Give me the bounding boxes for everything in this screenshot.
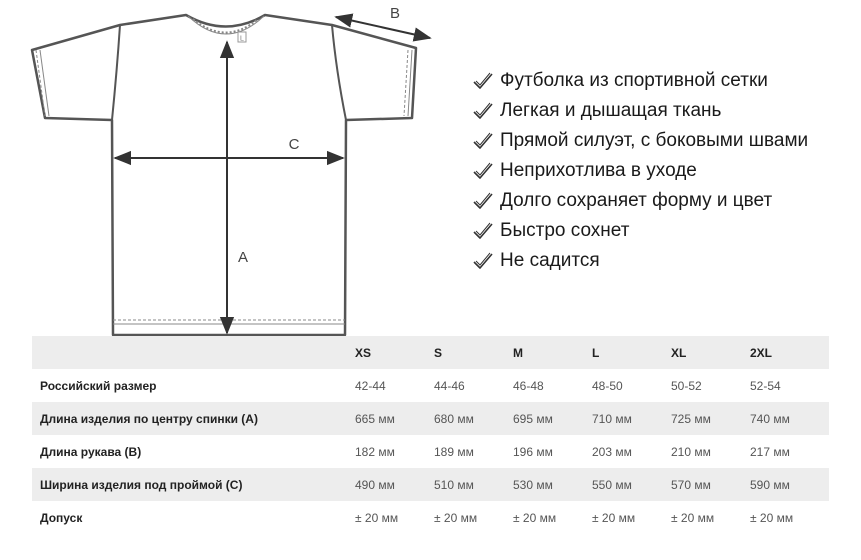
table-cell: 52-54 — [750, 378, 781, 393]
check-icon — [472, 131, 494, 151]
table-cell: 510 мм — [434, 477, 474, 492]
sleeve-arrow — [336, 17, 430, 38]
row-label: Длина изделия по центру спинки (А) — [40, 411, 258, 426]
feature-item — [472, 216, 808, 246]
row-label: Длина рукава (B) — [40, 444, 142, 459]
feature-item — [472, 96, 808, 126]
size-header-2xl: 2XL — [750, 345, 773, 360]
feature-text: Прямой силуэт, с боковыми швами — [500, 130, 809, 151]
size-header-s: S — [434, 345, 443, 360]
table-cell: 570 мм — [671, 477, 711, 492]
table-cell: 217 мм — [750, 444, 790, 459]
table-cell: 740 мм — [750, 411, 790, 426]
table-cell: 680 мм — [434, 411, 474, 426]
table-cell: 710 мм — [592, 411, 632, 426]
feature-item — [472, 66, 808, 96]
size-tag-text: L — [240, 35, 244, 43]
feature-text: Долго сохраняет форму и цвет — [500, 190, 773, 211]
table-cell: 50-52 — [671, 378, 702, 393]
table-cell: 550 мм — [592, 477, 632, 492]
table-cell: 44-46 — [434, 378, 465, 393]
table-cell: 42-44 — [355, 378, 386, 393]
feature-text: Быстро сохнет — [500, 220, 630, 241]
sleeve-label: B — [389, 5, 401, 22]
size-header-xs: XS — [355, 345, 372, 360]
feature-text: Футболка из спортивной сетки — [500, 70, 768, 91]
table-cell: 210 мм — [671, 444, 711, 459]
check-icon — [472, 221, 494, 241]
table-cell: ± 20 мм — [671, 510, 715, 525]
table-cell: 590 мм — [750, 477, 790, 492]
feature-item — [472, 186, 808, 216]
check-icon — [472, 161, 494, 181]
table-cell: ± 20 мм — [513, 510, 557, 525]
check-icon — [472, 71, 494, 91]
check-icon — [472, 101, 494, 121]
row-label: Ширина изделия под проймой (C) — [40, 477, 243, 492]
feature-list — [472, 66, 808, 276]
size-header-l: L — [592, 345, 600, 360]
feature-item — [472, 126, 808, 156]
feature-item — [472, 246, 808, 276]
table-cell: 48-50 — [592, 378, 623, 393]
table-row — [32, 435, 829, 468]
length-label: A — [237, 249, 249, 266]
table-cell: ± 20 мм — [355, 510, 399, 525]
table-cell: 665 мм — [355, 411, 395, 426]
tshirt-size-diagram — [0, 0, 440, 340]
size-table — [32, 336, 829, 534]
feature-text: Легкая и дышащая ткань — [500, 100, 722, 121]
row-label: Допуск — [40, 510, 83, 525]
table-cell: 196 мм — [513, 444, 553, 459]
table-cell: ± 20 мм — [750, 510, 794, 525]
table-cell: ± 20 мм — [592, 510, 636, 525]
row-label: Российский размер — [40, 378, 157, 393]
table-cell: 189 мм — [434, 444, 474, 459]
size-header-xl: XL — [671, 345, 687, 360]
header-empty-cell — [32, 336, 355, 369]
size-header-row — [32, 336, 829, 369]
table-row — [32, 402, 829, 435]
table-cell: 182 мм — [355, 444, 395, 459]
table-cell: 203 мм — [592, 444, 632, 459]
feature-text: Неприхотлива в уходе — [500, 160, 697, 181]
tshirt-outline — [32, 15, 416, 335]
size-header-m: M — [513, 345, 523, 360]
width-label: C — [288, 136, 300, 153]
table-cell: 46-48 — [513, 378, 544, 393]
table-cell: ± 20 мм — [434, 510, 478, 525]
table-row — [32, 501, 829, 534]
check-icon — [472, 191, 494, 211]
table-cell: 490 мм — [355, 477, 395, 492]
feature-item — [472, 156, 808, 186]
feature-text: Не садится — [500, 250, 600, 271]
table-cell: 725 мм — [671, 411, 711, 426]
table-row — [32, 468, 829, 501]
table-cell: 530 мм — [513, 477, 553, 492]
table-row — [32, 369, 829, 402]
check-icon — [472, 251, 494, 271]
table-cell: 695 мм — [513, 411, 553, 426]
